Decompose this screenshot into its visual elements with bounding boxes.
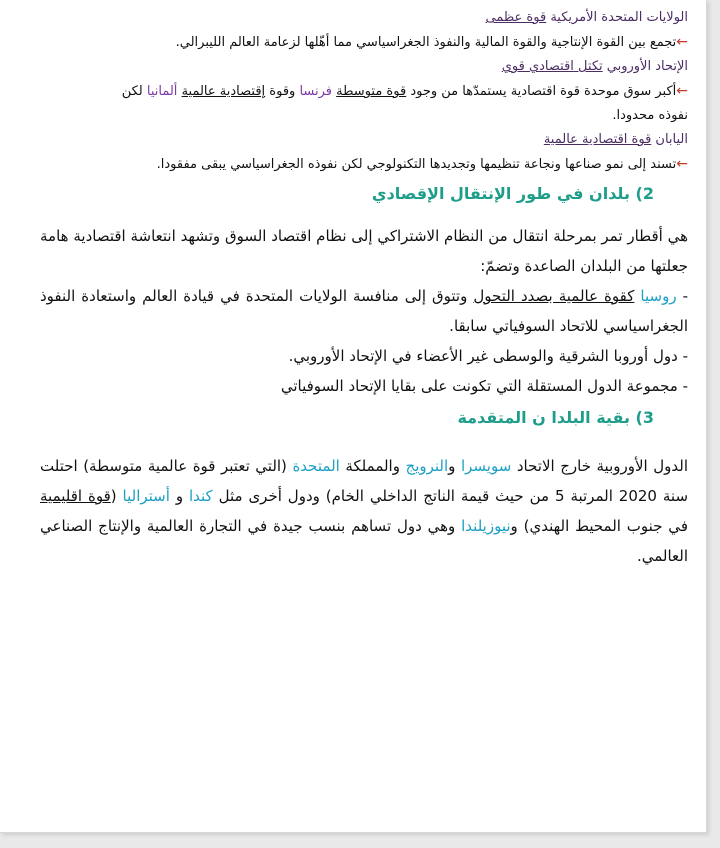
usa-note-text: تجمع بين القوة الإنتاجية والقوة المالية والنفوذ الجغراسياسي مما أهّلها لزعامة العالم الليبرالي. xyxy=(175,35,677,50)
eu-note-medium-power: قوة متوسطة xyxy=(336,84,407,99)
eu-title-tag: تكتل اقتصادي قوي xyxy=(501,59,603,74)
japan-title: اليابان xyxy=(651,132,688,147)
uk-label: المتحدة xyxy=(292,457,340,475)
arrow-left-icon: ← xyxy=(676,83,688,99)
arrow-left-icon: ← xyxy=(676,34,688,50)
eu-note-j: نفوذه محدودا. xyxy=(612,108,688,123)
russia-tag: كقوة عالمية بصدد التحول xyxy=(473,287,635,305)
eu-note-germany: ألمانيا xyxy=(146,84,178,99)
s3-e: و xyxy=(169,487,189,505)
section2-item-cis: - مجموعة الدول المستقلة التي تكونت على بقايا الإتحاد السوفياتي xyxy=(280,377,688,395)
section3-paragraph xyxy=(40,451,688,571)
item-prefix: - xyxy=(676,287,688,305)
s3-f: ( xyxy=(110,487,123,505)
arrow-left-icon: ← xyxy=(676,156,688,172)
japan-note-text: تسند إلى نمو صناعها ونجاعة تنظيمها وتجديدها التكنولوجي لكن نفوذه الجغراسياسي يبقى مفقودا. xyxy=(156,157,677,172)
section3-heading: 3) بقية البلدا ن المتقدمة xyxy=(457,408,654,427)
new-zealand-label: نيوزيلندا xyxy=(461,517,511,535)
s3-g: في جنوب المحيط الهندي) و xyxy=(510,517,688,535)
usa-title-tag: قوة عظمى xyxy=(485,10,547,25)
japan-title-tag: قوة اقتصادية عالمية xyxy=(543,132,652,147)
eu-note xyxy=(40,79,688,128)
japan-subheading xyxy=(40,128,688,152)
eu-note-e: وقوة xyxy=(265,84,300,99)
eu-note-france: فرنسا xyxy=(299,84,333,99)
usa-subheading xyxy=(40,6,688,30)
russia-label: روسيا xyxy=(640,287,677,305)
s3-c: والمملكة xyxy=(339,457,406,475)
japan-note xyxy=(40,152,688,177)
s3-h: وهي دول تساهم بنسب جيدة في التجارة العالمية والإنتاج الصناعي العالمي. xyxy=(40,517,688,565)
usa-title: الولايات المتحدة الأمريكية xyxy=(546,10,688,25)
s3-a: الدول الأوروبية خارج الاتحاد xyxy=(511,457,689,475)
s3-d: (التي تعتبر قوة عالمية متوسطة) احتلت سنة 2020 المرتبة 5 من حيث قيمة الناتج الداخلي الخام) ودول أخرى مثل xyxy=(40,457,689,505)
eu-subheading xyxy=(40,55,688,79)
switzerland-label: سويسرا xyxy=(460,457,512,475)
s3-b: و xyxy=(448,457,461,475)
eu-note-i: لكن xyxy=(121,84,147,99)
section2-intro: هي أقطار تمر بمرحلة انتقال من النظام الاشتراكي إلى نظام اقتصاد السوق وتشهد انتعاشة اقتصادية هامة جعلتها من البلدان الصاعدة وتضمّ: xyxy=(40,227,688,275)
eu-note-global-power: إقتصادية عالمية xyxy=(181,84,266,99)
eu-title: الإتحاد الأوروبي xyxy=(602,59,688,74)
section2-item-russia xyxy=(40,281,688,341)
regional-power-tag: قوة اقليمية xyxy=(40,487,111,505)
document-content xyxy=(40,6,688,571)
section2-heading: 2) بلدان في طور الإنتقال الإقصادي xyxy=(371,184,654,203)
australia-label: أستراليا xyxy=(122,487,170,505)
usa-note xyxy=(40,30,688,55)
eu-note-a: أكبر سوق موحدة قوة اقتصادية يستمدّها من وجود xyxy=(406,84,677,99)
norway-label: النرويج xyxy=(405,457,449,475)
russia-rest: وتتوق إلى منافسة الولايات المتحدة في قيادة العالم واستعادة النفوذ الجغراسياسي للاتحاد السوفياتي سابقا. xyxy=(40,287,688,335)
canada-label: كندا xyxy=(188,487,213,505)
section2-item-eastern-europe: - دول أوروبا الشرقية والوسطى غير الأعضاء في الإتحاد الأوروبي. xyxy=(288,347,688,365)
